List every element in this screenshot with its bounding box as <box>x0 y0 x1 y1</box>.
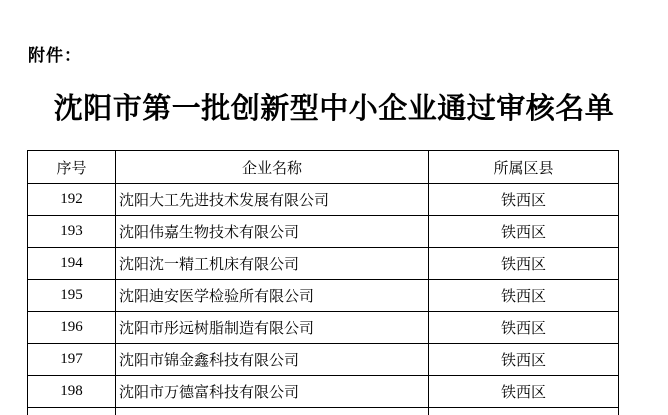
district-cell: 铁西区 <box>429 312 619 344</box>
company-name-cell: 沈阳市锦金鑫科技有限公司 <box>116 344 429 376</box>
district-cell: 铁西区 <box>429 216 619 248</box>
serial-number-cell: 195 <box>28 280 116 312</box>
serial-number-cell <box>28 408 116 415</box>
serial-number-cell: 193 <box>28 216 116 248</box>
serial-number-cell: 192 <box>28 184 116 216</box>
table-row-partial <box>28 408 619 415</box>
serial-number-cell: 197 <box>28 344 116 376</box>
company-name-cell: 沈阳市万德富科技有限公司 <box>116 376 429 408</box>
district-cell: 铁西区 <box>429 280 619 312</box>
column-header-district: 所属区县 <box>429 151 619 184</box>
table-header-row <box>28 151 619 184</box>
serial-number-cell: 196 <box>28 312 116 344</box>
company-name-cell: 沈阳沈一精工机床有限公司 <box>116 248 429 280</box>
table-row <box>28 184 619 216</box>
table-row <box>28 344 619 376</box>
district-cell <box>429 408 619 415</box>
table-row <box>28 280 619 312</box>
page-title: 沈阳市第一批创新型中小企业通过审核名单 <box>53 93 615 125</box>
column-header-company: 企业名称 <box>116 151 429 184</box>
district-cell: 铁西区 <box>429 184 619 216</box>
serial-number-cell: 198 <box>28 376 116 408</box>
serial-number-cell: 194 <box>28 248 116 280</box>
attachment-label: 附件： <box>28 46 82 65</box>
company-name-cell <box>116 408 429 415</box>
table-row <box>28 376 619 408</box>
district-cell: 铁西区 <box>429 376 619 408</box>
table-row <box>28 248 619 280</box>
company-table <box>27 150 619 415</box>
table-row <box>28 216 619 248</box>
table-row <box>28 312 619 344</box>
company-name-cell: 沈阳伟嘉生物技术有限公司 <box>116 216 429 248</box>
company-name-cell: 沈阳大工先进技术发展有限公司 <box>116 184 429 216</box>
company-name-cell: 沈阳市彤远树脂制造有限公司 <box>116 312 429 344</box>
district-cell: 铁西区 <box>429 344 619 376</box>
district-cell: 铁西区 <box>429 248 619 280</box>
column-header-serial: 序号 <box>28 151 116 184</box>
company-name-cell: 沈阳迪安医学检验所有限公司 <box>116 280 429 312</box>
